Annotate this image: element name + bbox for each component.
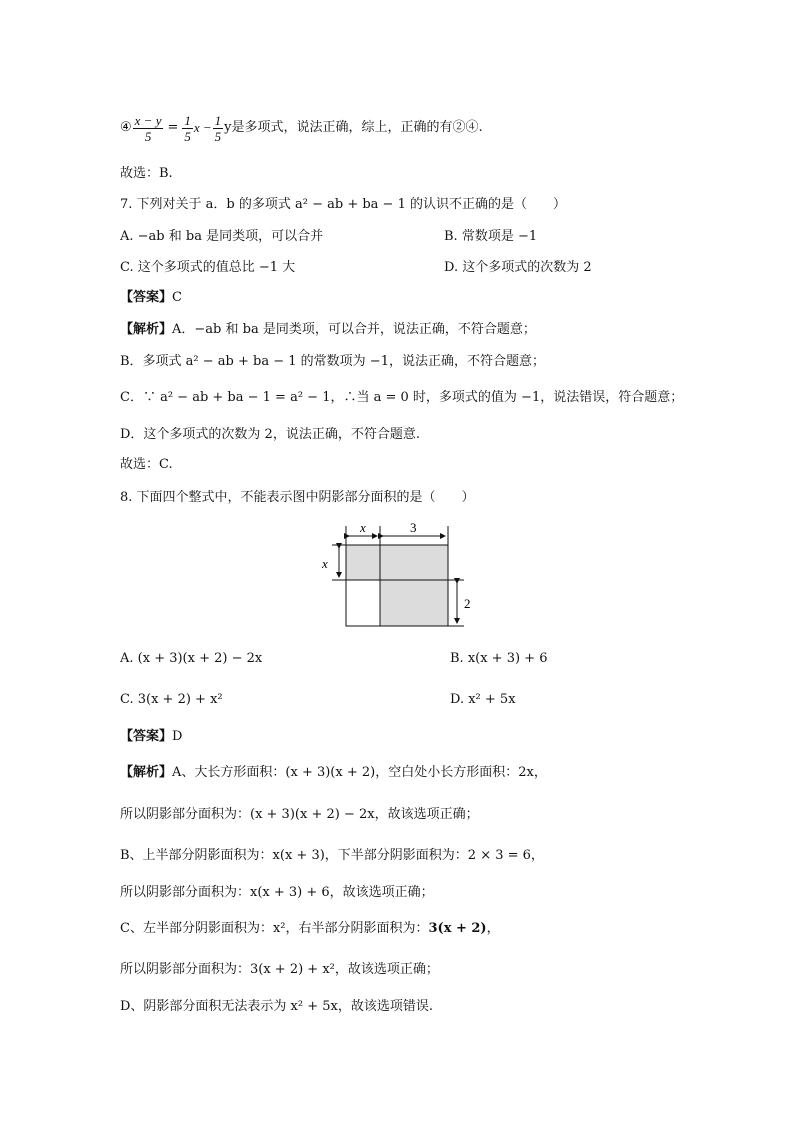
analysis-label: 【解析】 xyxy=(120,322,173,337)
q6-conclusion-line xyxy=(120,108,483,148)
q8-analysis-c-text: C、左半部分阴影面积为：x²，右半部分阴影面积为： xyxy=(120,921,429,936)
q8-analysis-line-6: 所以阴影部分面积为：3(x + 2) + x²，故该选项正确； xyxy=(120,962,439,977)
q8-analysis-line-3: B、上半部分阴影面积为：x(x + 3)，下半部分阴影面积为：2 × 3 = 6， xyxy=(120,848,544,863)
shaded-top-left xyxy=(346,545,380,580)
fraction-numerator: x − y xyxy=(134,112,162,128)
q8-analysis-line-1 xyxy=(120,764,547,782)
q7-option-b: B. 常数项是 −1 xyxy=(444,229,538,244)
fraction-denominator: 5 xyxy=(184,128,191,144)
fraction-one-fifth-b xyxy=(213,113,224,144)
fraction-x-minus-y-over-5 xyxy=(133,113,164,144)
label-right-2: 2 xyxy=(464,596,471,611)
shaded-top-right xyxy=(380,545,448,580)
fraction-numerator: 1 xyxy=(184,112,191,128)
q8-option-b: B. x(x + 3) + 6 xyxy=(450,651,548,666)
circle-number-4: ④ xyxy=(120,120,132,135)
q7-answer: C xyxy=(172,290,182,305)
q8-analysis-line-7: D、阴影部分面积无法表示为 x² + 5x，故该选项错误. xyxy=(120,999,433,1014)
label-left-x: x xyxy=(322,556,328,571)
q8-stem: 8. 下面四个整式中，不能表示图中阴影部分面积的是（ ） xyxy=(120,490,475,505)
q7-analysis-line-3: C．∵ a² − ab + ba − 1 = a² − 1，∴当 a = 0 时，多项式的值为 −1，说法错误，符合题意； xyxy=(120,390,684,405)
q8-analysis-a: A、大长方形面积：(x + 3)(x + 2)，空白处小长方形面积：2x， xyxy=(172,765,547,780)
q7-analysis-line-2: B．多项式 a² − ab + ba − 1 的常数项为 −1，说法正确，不符合题意； xyxy=(120,354,545,369)
q8-answer-line xyxy=(120,728,182,746)
q7-analysis-line-4: D．这个多项式的次数为 2，说法正确，不符合题意. xyxy=(120,427,420,442)
q7-option-d: D. 这个多项式的次数为 2 xyxy=(444,260,592,275)
fraction-numerator: 1 xyxy=(214,112,222,128)
q7-option-c: C. 这个多项式的值总比 −1 大 xyxy=(120,260,296,275)
q8-option-a: A. (x + 3)(x + 2) − 2x xyxy=(120,651,263,666)
q8-figure-svg xyxy=(318,518,478,633)
q8-analysis-line-5 xyxy=(120,920,500,938)
shaded-bottom-right xyxy=(380,580,448,626)
answer-label: 【答案】 xyxy=(120,729,173,744)
q7-option-a: A. −ab 和 ba 是同类项，可以合并 xyxy=(120,229,324,244)
analysis-label: 【解析】 xyxy=(120,765,173,780)
label-top-3: 3 xyxy=(410,520,417,535)
q7-analysis-a: A．−ab 和 ba 是同类项，可以合并，说法正确，不符合题意； xyxy=(172,322,536,337)
q7-stem: 7. 下列对关于 a．b 的多项式 a² − ab + ba − 1 的认识不正确的是（ ） xyxy=(120,197,566,212)
fraction-one-fifth-a xyxy=(182,113,193,144)
q7-answer-line xyxy=(120,289,182,307)
answer-label: 【答案】 xyxy=(120,290,173,305)
q8-analysis-c-expr: 3(x + 2) xyxy=(428,921,487,936)
q8-analysis-line-4: 所以阴影部分面积为：x(x + 3) + 6，故该选项正确； xyxy=(120,885,434,900)
label-top-x: x xyxy=(360,520,366,535)
fraction-denominator: 5 xyxy=(144,128,152,144)
q6-conclusion-text: y是多项式，说法正确，综上，正确的有②④. xyxy=(224,120,483,135)
q7-choose: 故选：C. xyxy=(120,457,173,472)
q8-option-c: C. 3(x + 2) + x² xyxy=(120,692,223,707)
q7-analysis-line-1 xyxy=(120,321,536,339)
q6-choose: 故选：B. xyxy=(120,166,173,181)
q8-option-d: D. x² + 5x xyxy=(450,692,516,707)
q8-analysis-line-2: 所以阴影部分面积为：(x + 3)(x + 2) − 2x，故该选项正确； xyxy=(120,807,479,822)
equals-sign: = xyxy=(167,120,179,135)
x-minus-term: x − xyxy=(193,120,212,135)
q8-rectangle-figure xyxy=(318,518,478,637)
q8-answer: D xyxy=(172,729,183,744)
q8-analysis-c-comma: ， xyxy=(486,921,500,936)
fraction-denominator: 5 xyxy=(214,128,222,144)
